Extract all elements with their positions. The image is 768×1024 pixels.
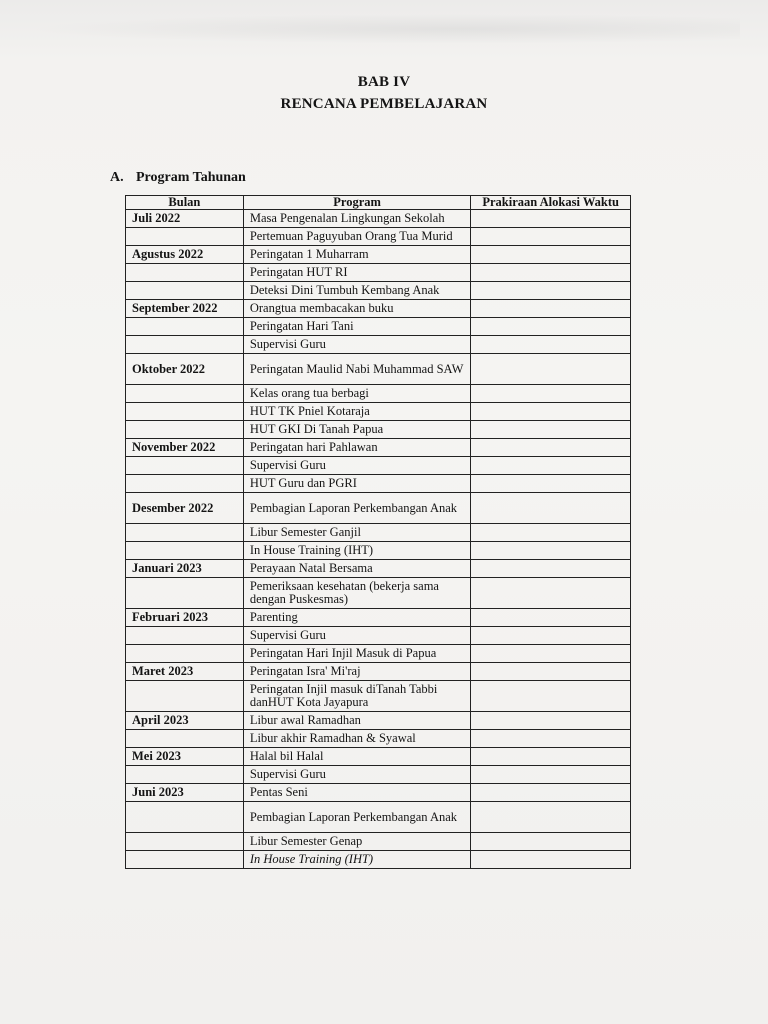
table-row xyxy=(126,748,631,766)
table-row xyxy=(126,524,631,542)
table-row xyxy=(126,282,631,300)
cell-time-allocation xyxy=(471,802,631,833)
cell-program: Peringatan Hari Tani xyxy=(243,318,471,336)
cell-month xyxy=(126,645,244,663)
table-row xyxy=(126,663,631,681)
table-row xyxy=(126,645,631,663)
cell-program: Supervisi Guru xyxy=(243,457,471,475)
cell-time-allocation xyxy=(471,421,631,439)
table-row xyxy=(126,560,631,578)
cell-program: Libur Semester Genap xyxy=(243,833,471,851)
cell-month xyxy=(126,681,244,712)
table-row xyxy=(126,318,631,336)
cell-program: Halal bil Halal xyxy=(243,748,471,766)
cell-month xyxy=(126,542,244,560)
cell-time-allocation xyxy=(471,663,631,681)
cell-time-allocation xyxy=(471,681,631,712)
cell-program: Peringatan HUT RI xyxy=(243,264,471,282)
cell-program: Pertemuan Paguyuban Orang Tua Murid xyxy=(243,228,471,246)
cell-month xyxy=(126,264,244,282)
table-row xyxy=(126,609,631,627)
cell-month xyxy=(126,851,244,869)
table-header-row xyxy=(126,196,631,210)
section-heading xyxy=(110,170,246,186)
cell-time-allocation xyxy=(471,475,631,493)
cell-month xyxy=(126,475,244,493)
cell-month xyxy=(126,228,244,246)
cell-time-allocation xyxy=(471,578,631,609)
cell-month: Oktober 2022 xyxy=(126,354,244,385)
table-row xyxy=(126,354,631,385)
cell-time-allocation xyxy=(471,645,631,663)
header-time-allocation: Prakiraan Alokasi Waktu xyxy=(471,196,631,210)
cell-time-allocation xyxy=(471,851,631,869)
cell-program: Pembagian Laporan Perkembangan Anak xyxy=(243,493,471,524)
cell-program: Pentas Seni xyxy=(243,784,471,802)
cell-month: Agustus 2022 xyxy=(126,246,244,264)
table-row xyxy=(126,784,631,802)
cell-program: Orangtua membacakan buku xyxy=(243,300,471,318)
cell-month: Februari 2023 xyxy=(126,609,244,627)
cell-month xyxy=(126,282,244,300)
table-row xyxy=(126,493,631,524)
cell-month xyxy=(126,524,244,542)
cell-month xyxy=(126,802,244,833)
cell-time-allocation xyxy=(471,524,631,542)
cell-program: Supervisi Guru xyxy=(243,627,471,645)
cell-month xyxy=(126,833,244,851)
table-body xyxy=(126,210,631,869)
cell-month xyxy=(126,336,244,354)
cell-program: Peringatan Maulid Nabi Muhammad SAW xyxy=(243,354,471,385)
cell-month xyxy=(126,385,244,403)
cell-time-allocation xyxy=(471,712,631,730)
cell-program: Pemeriksaan kesehatan (bekerja sama dengan Puskesmas) xyxy=(243,578,471,609)
cell-month: September 2022 xyxy=(126,300,244,318)
cell-time-allocation xyxy=(471,300,631,318)
cell-time-allocation xyxy=(471,210,631,228)
table-row xyxy=(126,336,631,354)
cell-time-allocation xyxy=(471,784,631,802)
cell-program: Peringatan hari Pahlawan xyxy=(243,439,471,457)
cell-time-allocation xyxy=(471,457,631,475)
table-row xyxy=(126,228,631,246)
cell-time-allocation xyxy=(471,493,631,524)
cell-program: HUT Guru dan PGRI xyxy=(243,475,471,493)
section-title: Program Tahunan xyxy=(136,170,246,185)
cell-month xyxy=(126,730,244,748)
cell-time-allocation xyxy=(471,246,631,264)
cell-time-allocation xyxy=(471,627,631,645)
cell-program: Kelas orang tua berbagi xyxy=(243,385,471,403)
cell-time-allocation xyxy=(471,748,631,766)
header-month: Bulan xyxy=(126,196,244,210)
table-row xyxy=(126,385,631,403)
table-row xyxy=(126,300,631,318)
cell-time-allocation xyxy=(471,439,631,457)
table-row xyxy=(126,421,631,439)
cell-program: Pembagian Laporan Perkembangan Anak xyxy=(243,802,471,833)
cell-time-allocation xyxy=(471,403,631,421)
cell-month: November 2022 xyxy=(126,439,244,457)
cell-month: Januari 2023 xyxy=(126,560,244,578)
table-row xyxy=(126,210,631,228)
cell-month xyxy=(126,457,244,475)
chapter-title: RENCANA PEMBELAJARAN xyxy=(280,96,488,112)
table-row xyxy=(126,264,631,282)
cell-program: Peringatan Injil masuk diTanah Tabbi danHUT Kota Jayapura xyxy=(243,681,471,712)
cell-program: Peringatan 1 Muharram xyxy=(243,246,471,264)
scan-artifact xyxy=(30,14,740,44)
cell-month: Mei 2023 xyxy=(126,748,244,766)
table-row xyxy=(126,627,631,645)
table-row xyxy=(126,766,631,784)
table-row xyxy=(126,475,631,493)
cell-time-allocation xyxy=(471,609,631,627)
cell-time-allocation xyxy=(471,318,631,336)
table-row xyxy=(126,542,631,560)
cell-program: Peringatan Hari Injil Masuk di Papua xyxy=(243,645,471,663)
annual-program-table xyxy=(125,195,631,869)
cell-time-allocation xyxy=(471,354,631,385)
cell-time-allocation xyxy=(471,730,631,748)
cell-program: Supervisi Guru xyxy=(243,766,471,784)
cell-month: April 2023 xyxy=(126,712,244,730)
cell-program: Supervisi Guru xyxy=(243,336,471,354)
cell-month xyxy=(126,403,244,421)
table-row xyxy=(126,833,631,851)
cell-month xyxy=(126,421,244,439)
cell-time-allocation xyxy=(471,264,631,282)
table-row xyxy=(126,730,631,748)
table-row xyxy=(126,578,631,609)
cell-month: Maret 2023 xyxy=(126,663,244,681)
cell-program: Libur awal Ramadhan xyxy=(243,712,471,730)
cell-month: Juli 2022 xyxy=(126,210,244,228)
cell-time-allocation xyxy=(471,282,631,300)
cell-program: Deteksi Dini Tumbuh Kembang Anak xyxy=(243,282,471,300)
cell-program: In House Training (IHT) xyxy=(243,542,471,560)
cell-program: Peringatan Isra' Mi'raj xyxy=(243,663,471,681)
table-row xyxy=(126,851,631,869)
table-row xyxy=(126,802,631,833)
table-row xyxy=(126,439,631,457)
table-row xyxy=(126,246,631,264)
cell-program: Libur Semester Ganjil xyxy=(243,524,471,542)
cell-month xyxy=(126,627,244,645)
section-letter: A. xyxy=(110,170,124,185)
cell-time-allocation xyxy=(471,560,631,578)
table-row xyxy=(126,457,631,475)
cell-month xyxy=(126,578,244,609)
cell-time-allocation xyxy=(471,542,631,560)
cell-month: Juni 2023 xyxy=(126,784,244,802)
cell-program: Parenting xyxy=(243,609,471,627)
cell-program: In House Training (IHT) xyxy=(243,851,471,869)
cell-program: HUT GKI Di Tanah Papua xyxy=(243,421,471,439)
cell-time-allocation xyxy=(471,385,631,403)
cell-program: HUT TK Pniel Kotaraja xyxy=(243,403,471,421)
table-row xyxy=(126,403,631,421)
table-row xyxy=(126,681,631,712)
cell-month: Desember 2022 xyxy=(126,493,244,524)
cell-program: Libur akhir Ramadhan & Syawal xyxy=(243,730,471,748)
chapter-heading: BAB IV xyxy=(357,74,411,90)
table-row xyxy=(126,712,631,730)
header-program: Program xyxy=(243,196,471,210)
cell-program: Perayaan Natal Bersama xyxy=(243,560,471,578)
cell-month xyxy=(126,766,244,784)
cell-time-allocation xyxy=(471,228,631,246)
cell-month xyxy=(126,318,244,336)
cell-time-allocation xyxy=(471,833,631,851)
cell-time-allocation xyxy=(471,766,631,784)
cell-time-allocation xyxy=(471,336,631,354)
cell-program: Masa Pengenalan Lingkungan Sekolah xyxy=(243,210,471,228)
